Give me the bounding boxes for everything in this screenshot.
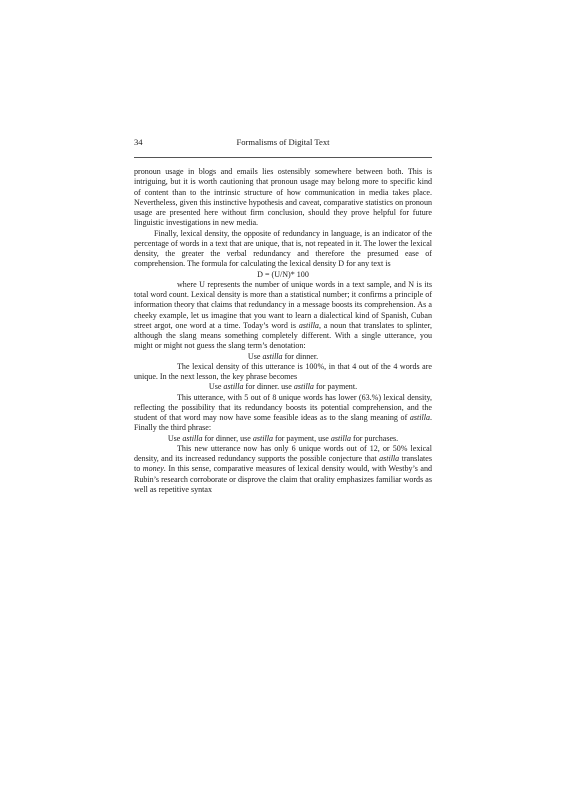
text-span: This new utterance now has only 6 unique words out of 12, or 50% lexical density, and its increased redundancy supports the possible conjecture that: [134, 443, 432, 463]
text-span: This utterance, with 5 out of 8 unique words has lower (63.%) lexical density, reflecting the possibility that its redundancy boosts its potential comprehension, and the student of that word may now have some feasible ideas as to the slang meaning of: [134, 392, 432, 422]
paragraph-density-100: The lexical density of this utterance is 100%, in that 4 out of the 4 words are unique. In the next lesson, the key phrase becomes: [134, 361, 432, 381]
body-text: [134, 167, 432, 495]
text-span: for purchases.: [351, 433, 399, 443]
text-span: . In this sense, comparative measures of lexical density would, with Westby’s and Rubin’s research corroborate or disprove the claim that orality emphasizes familiar words as well as repetitive syntax: [134, 464, 432, 494]
italic-term: astilla: [298, 320, 319, 330]
italic-term: astilla: [262, 351, 283, 361]
paragraph-density-50: [134, 444, 432, 495]
paragraph-density-63: [134, 393, 432, 434]
text-span: for dinner, use: [202, 433, 253, 443]
text-span: for payment, use: [273, 433, 331, 443]
text-span: translates to: [134, 454, 432, 474]
italic-term: astilla: [182, 433, 203, 443]
italic-term: astilla: [409, 413, 430, 422]
paragraph-formula-explanation: [134, 280, 432, 352]
paragraph-pronoun-usage: pronoun usage in blogs and emails lies ostensibly somewhere between both. This is intriguing, but it is worth cautioning that pronoun usage may belong more to specific kind of content than to the intrinsic structure of how communication in media takes place. Nevertheless, given this instinctive hypothesis and caveat, comparative statistics on pronoun usage are presented here without firm conclusion, should they prove helpful for future linguistic investigations in new media.: [134, 167, 432, 228]
paragraph-lexical-density: Finally, lexical density, the opposite of redundancy in language, is an indicator of the percentage of words in a text that are unique, that is, not repeated in it. The lower the lexical density, the greater the verbal redundancy and therefore the presumed ease of comprehension. The formula for calculating the lexical density D for any text is: [134, 228, 432, 269]
text-span: for payment.: [313, 382, 358, 392]
italic-term: astilla: [330, 433, 352, 443]
text-span: for dinner. use: [243, 382, 294, 392]
italic-term: astilla: [223, 382, 244, 392]
text-span: Use: [208, 382, 224, 392]
formula: D = (U/N)* 100: [257, 269, 309, 279]
italic-term: astilla: [379, 454, 400, 463]
text-span: for dinner.: [282, 351, 319, 361]
italic-term: astilla: [293, 382, 314, 392]
example-utterance-1: [134, 352, 432, 362]
text-span: Use: [247, 351, 263, 361]
text-span: Use: [167, 433, 183, 443]
page-header: [134, 135, 432, 149]
page-number: 34: [134, 137, 143, 147]
text-span: where U represents the number of unique words in a text sample, and N is its total word count. Lexical density is more than a statistical number; it confirms a principle of information theory that claims that redundancy in a message boosts its comprehension. As a cheeky example, let us imagine that you want to learn a dialectical kind of Spanish, Cuban street argot, one word at a time. Today’s word is: [134, 279, 432, 330]
running-title: Formalisms of Digital Text: [236, 137, 330, 147]
header-rule: [134, 157, 432, 158]
italic-term: money: [142, 464, 164, 474]
italic-term: astilla: [252, 433, 273, 443]
text-span: , a noun that translates to splinter, although the slang means something completely different. With a single utterance, you might or might not guess the slang term’s denotation:: [134, 320, 432, 351]
example-utterance-2: [134, 382, 432, 392]
example-utterance-3: [134, 434, 432, 444]
text-span: . Finally the third phrase:: [134, 413, 432, 433]
